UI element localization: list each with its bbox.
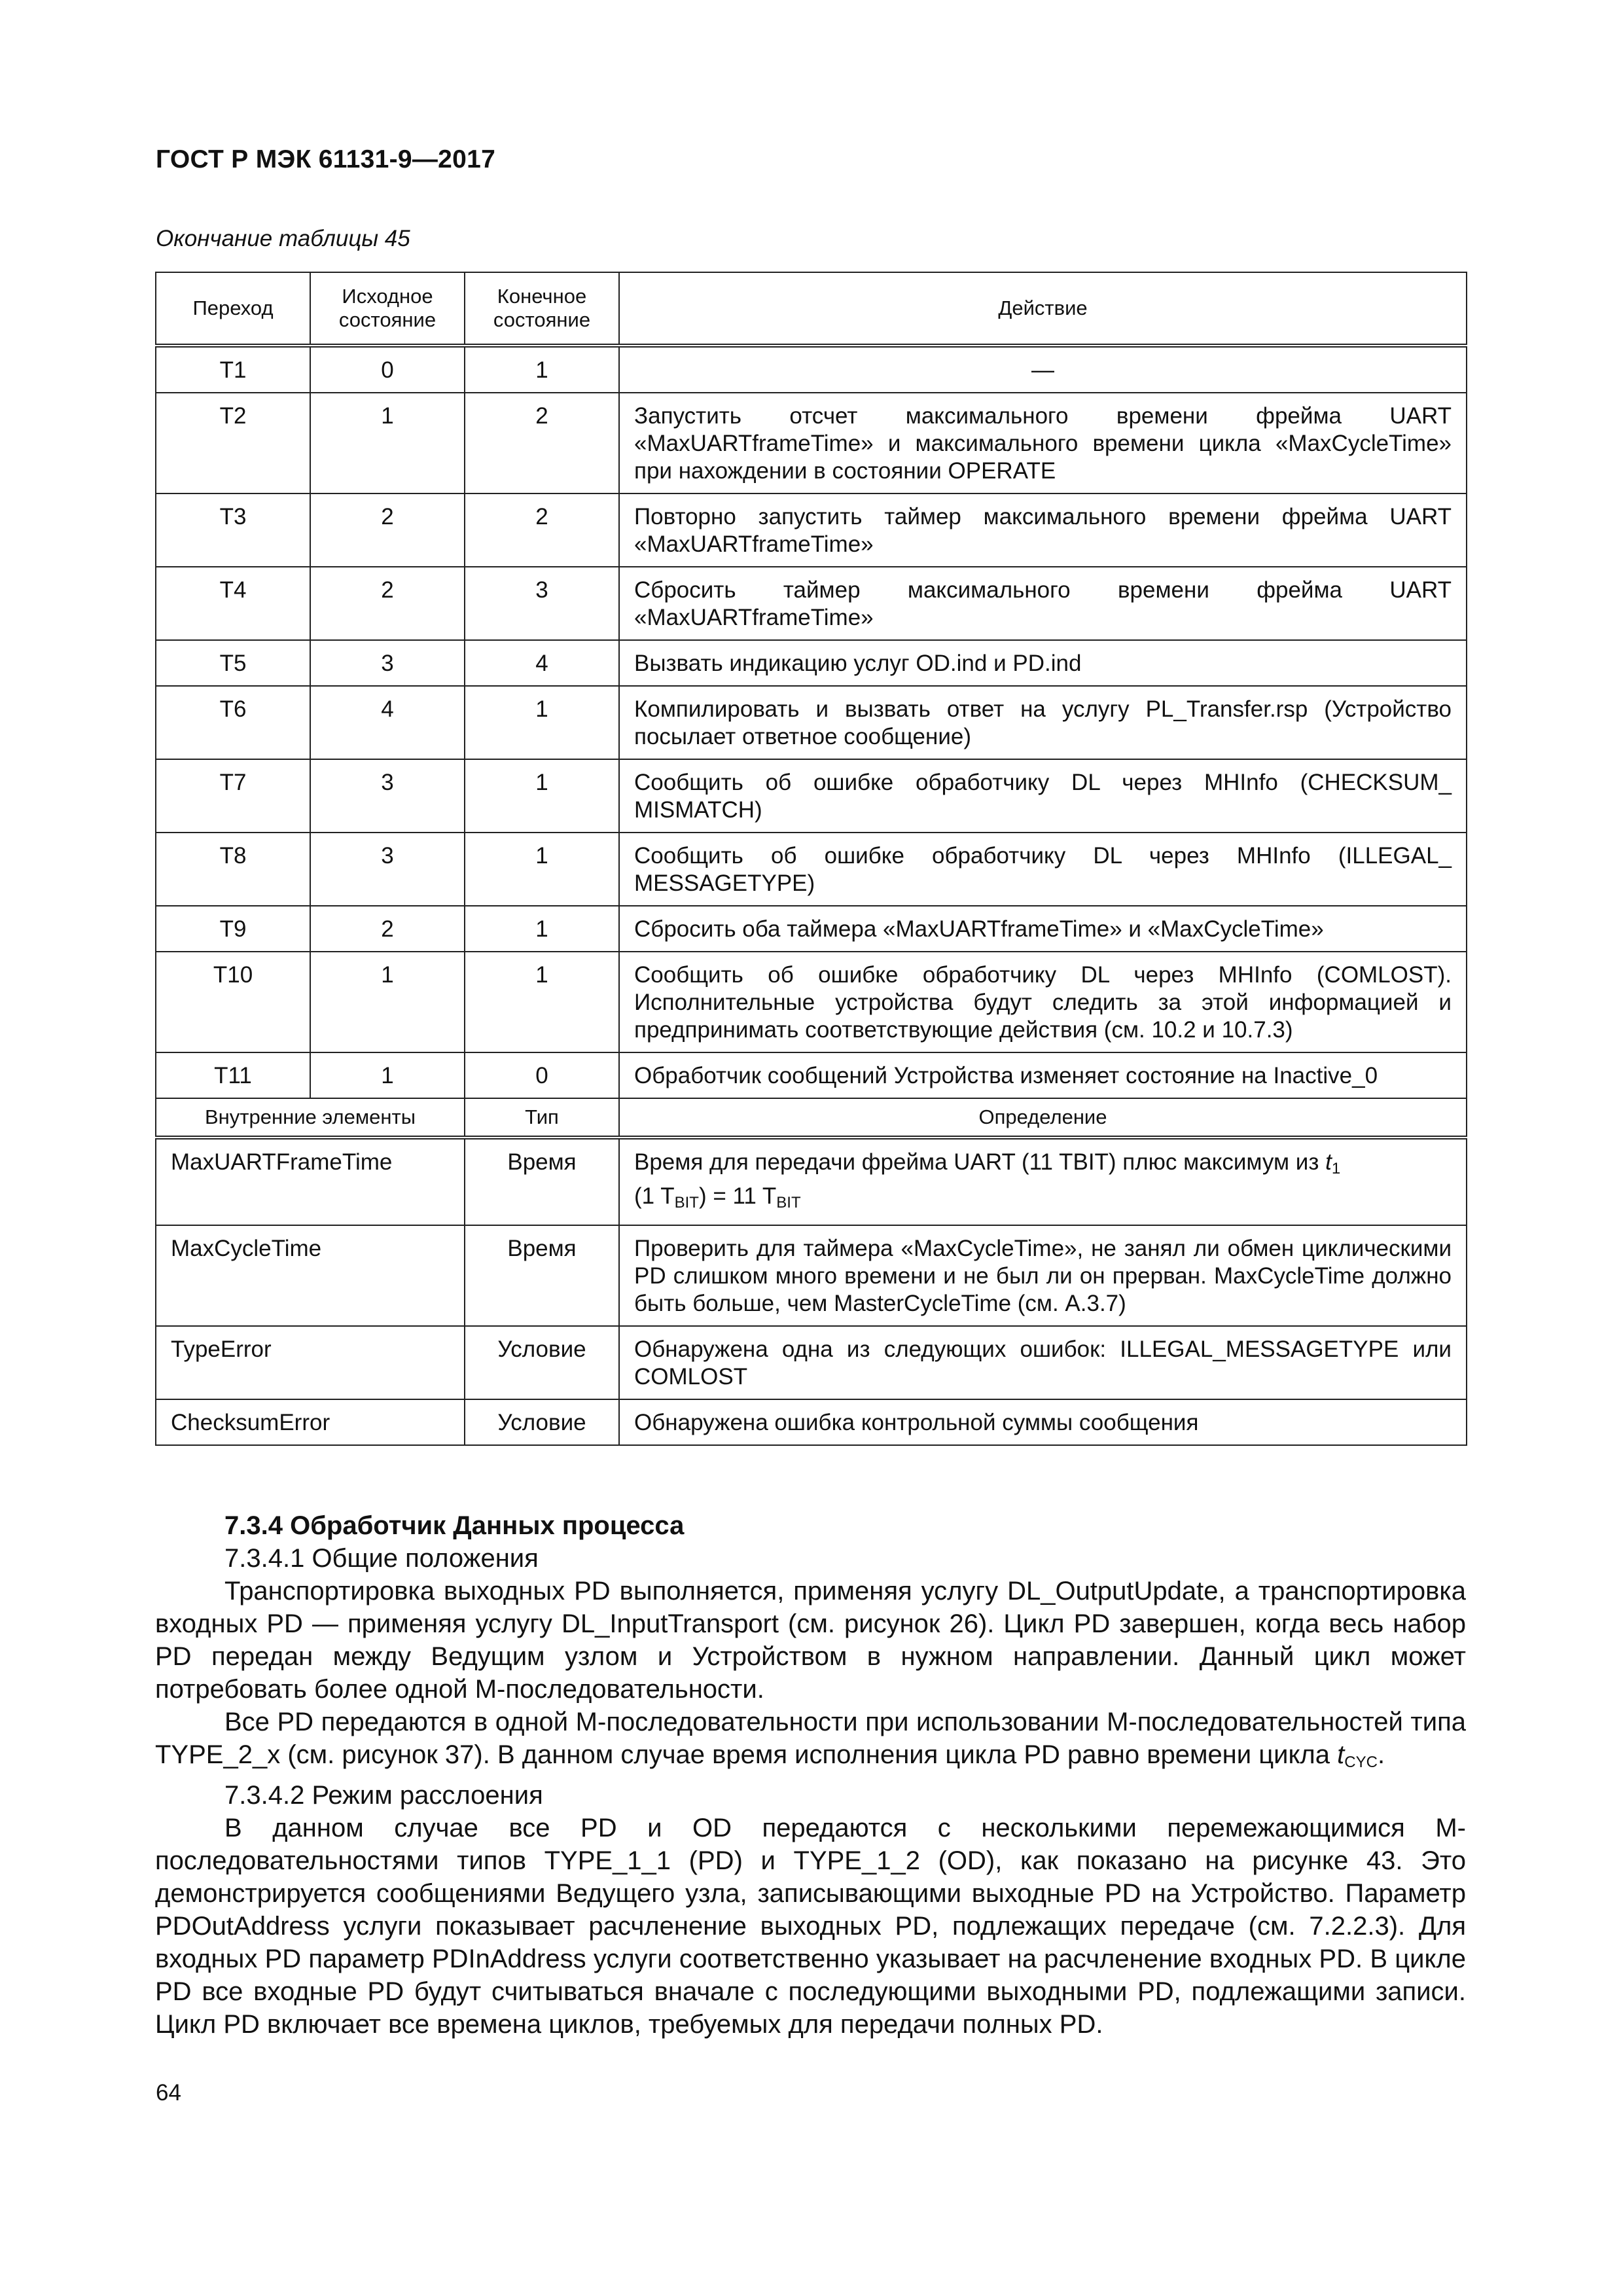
cell-source: 1	[310, 952, 465, 1052]
col-header-source-state: Исходное состояние	[310, 272, 465, 346]
cell-element-type: Условие	[465, 1326, 619, 1399]
cell-source: 1	[310, 1052, 465, 1098]
cell-action: Компилировать и вызвать ответ на услугу PL_Transfer.rsp (Устройство посылает ответное сообщение)	[619, 686, 1467, 759]
cell-element-definition: Обнаружена одна из следующих ошибок: ILLEGAL_MESSAGETYPE или COMLOST	[619, 1326, 1467, 1399]
table-row	[156, 393, 1467, 493]
table-header-row	[156, 272, 1467, 346]
col-header-transition: Переход	[156, 272, 310, 346]
cell-action: Повторно запустить таймер максимального времени фрейма UART «MaxUARTframeTime»	[619, 493, 1467, 567]
cell-target: 1	[465, 759, 619, 833]
table-subheader-row	[156, 1098, 1467, 1138]
table-row	[156, 640, 1467, 686]
table-caption: Окончание таблицы 45	[156, 226, 410, 251]
cell-element-definition	[619, 1138, 1467, 1225]
cell-source: 2	[310, 493, 465, 567]
cell-target: 3	[465, 567, 619, 640]
t-subscript: 1	[1331, 1160, 1341, 1177]
t-symbol: t	[1337, 1740, 1345, 1769]
subsection-heading: 7.3.4.2 Режим расслоения	[224, 1781, 543, 1810]
cell-target: 1	[465, 906, 619, 952]
cell-action: Вызвать индикацию услуг OD.ind и PD.ind	[619, 640, 1467, 686]
cell-transition: T8	[156, 833, 310, 906]
table-row	[156, 1399, 1467, 1445]
table-row	[156, 686, 1467, 759]
cell-element-type: Время	[465, 1225, 619, 1326]
cell-element-name: MaxUARTFrameTime	[156, 1138, 465, 1225]
cell-transition: T7	[156, 759, 310, 833]
document-header: ГОСТ Р МЭК 61131-9—2017	[156, 145, 496, 173]
definition-text: ) = 11 T	[698, 1183, 777, 1209]
cell-target: 2	[465, 493, 619, 567]
cell-transition: T11	[156, 1052, 310, 1098]
body-text	[155, 1509, 1466, 2041]
cell-source: 4	[310, 686, 465, 759]
paragraph: Транспортировка выходных PD выполняется, применяя услугу DL_OutputUpdate, а транспортировка входных PD — применяя услугу DL_InputTransport (см. рисунок 26). Цикл PD завершен, когда весь набор PD передан между Ведущим узлом и Устройством в нужном направлении. Данный цикл может потребовать более одной M-последовательности.	[155, 1577, 1467, 1704]
table-row	[156, 906, 1467, 952]
subsection-heading: 7.3.4.1 Общие положения	[224, 1544, 539, 1573]
cell-action: Сообщить об ошибке обработчику DL через MHInfo (ILLEGAL_ MESSAGETYPE)	[619, 833, 1467, 906]
cell-transition: T1	[156, 346, 310, 393]
paragraph-text: .	[1377, 1740, 1385, 1769]
t-symbol: t	[1325, 1149, 1332, 1175]
cell-action: —	[619, 346, 1467, 393]
definition-text: Время для передачи фрейма UART (11 TBIT) плюс максимум из	[634, 1149, 1326, 1175]
cell-transition: T2	[156, 393, 310, 493]
cell-element-name: TypeError	[156, 1326, 465, 1399]
cell-transition: T4	[156, 567, 310, 640]
cell-action: Обработчик сообщений Устройства изменяет состояние на Inactive_0	[619, 1052, 1467, 1098]
table-row	[156, 346, 1467, 393]
cell-transition: T10	[156, 952, 310, 1052]
section-heading: 7.3.4 Обработчик Данных процесса	[224, 1511, 685, 1540]
table-row	[156, 1326, 1467, 1399]
cell-element-name: ChecksumError	[156, 1399, 465, 1445]
cell-action: Сообщить об ошибке обработчику DL через MHInfo (CHECKSUM_ MISMATCH)	[619, 759, 1467, 833]
col-header-action: Действие	[619, 272, 1467, 346]
cyc-subscript: CYC	[1344, 1753, 1378, 1771]
cell-transition: T9	[156, 906, 310, 952]
table-row	[156, 493, 1467, 567]
paragraph-text: Все PD передаются в одной M-последовательности при использовании M-последовательностей типа TYPE_2_x (см. рисунок 37). В данном случае время исполнения цикла PD равно времени цикла	[155, 1708, 1466, 1769]
table-row	[156, 1138, 1467, 1225]
table-row	[156, 1225, 1467, 1326]
cell-target: 4	[465, 640, 619, 686]
col-header-definition: Определение	[619, 1098, 1467, 1138]
cell-target: 1	[465, 952, 619, 1052]
cell-target: 1	[465, 833, 619, 906]
cell-source: 2	[310, 906, 465, 952]
cell-element-name: MaxCycleTime	[156, 1225, 465, 1326]
table-row	[156, 567, 1467, 640]
cell-element-type: Время	[465, 1138, 619, 1225]
table-row	[156, 1052, 1467, 1098]
cell-action: Сбросить таймер максимального времени фрейма UART «MaxUARTframeTime»	[619, 567, 1467, 640]
cell-target: 0	[465, 1052, 619, 1098]
cell-action: Сбросить оба таймера «MaxUARTframeTime» и «MaxCycleTime»	[619, 906, 1467, 952]
table-row	[156, 759, 1467, 833]
cell-element-definition: Обнаружена ошибка контрольной суммы сообщения	[619, 1399, 1467, 1445]
cell-transition: T6	[156, 686, 310, 759]
cell-source: 1	[310, 393, 465, 493]
col-header-type: Тип	[465, 1098, 619, 1138]
cell-action: Сообщить об ошибке обработчику DL через MHInfo (COMLOST). Исполнительные устройства будут следить за этой информацией и предпринимать соответствующие действия (см. 10.2 и 10.7.3)	[619, 952, 1467, 1052]
cell-source: 3	[310, 759, 465, 833]
paragraph: В данном случае все PD и OD передаются с несколькими перемежающимися M-последовательностями типов TYPE_1_1 (PD) и TYPE_1_2 (OD), как показано на рисунке 43. Это демонстрируется сообщениями Ведущего узла, записывающими выходные PD на Устройство. Параметр PDOutAddress услуги показывает расчленение выходных PD, подлежащих передаче (см. 7.2.2.3). Для входных PD параметр PDInAddress услуги соответственно указывает на расчленение входных PD. В цикле PD все входные PD будут считываться вначале с последующими выходными PD, подлежащими записи. Цикл PD включает все времена циклов, требуемых для передачи полных PD.	[155, 1814, 1466, 2039]
cell-transition: T3	[156, 493, 310, 567]
cell-source: 3	[310, 640, 465, 686]
cell-element-definition: Проверить для таймера «MaxCycleTime», не занял ли обмен циклическими PD слишком много времени и не был ли он прерван. MaxCycleTime должно быть больше, чем MasterCycleTime (см. A.3.7)	[619, 1225, 1467, 1326]
state-transition-table	[155, 272, 1467, 1446]
cell-source: 0	[310, 346, 465, 393]
bit-subscript: BIT	[776, 1194, 801, 1211]
paragraph	[155, 1706, 1466, 1779]
cell-transition: T5	[156, 640, 310, 686]
col-header-target-state: Конечное состояние	[465, 272, 619, 346]
cell-source: 2	[310, 567, 465, 640]
bit-subscript: BIT	[674, 1194, 699, 1211]
cell-target: 1	[465, 686, 619, 759]
cell-element-type: Условие	[465, 1399, 619, 1445]
cell-action: Запустить отсчет максимального времени фрейма UART «MaxUARTframeTime» и максимального времени цикла «MaxCycleTime» при нахождении в состоянии OPERATE	[619, 393, 1467, 493]
page-number: 64	[156, 2080, 181, 2106]
cell-target: 2	[465, 393, 619, 493]
definition-text: (1 T	[634, 1183, 675, 1209]
cell-source: 3	[310, 833, 465, 906]
col-header-internal-elements: Внутренние элементы	[156, 1098, 465, 1138]
cell-target: 1	[465, 346, 619, 393]
table-row	[156, 833, 1467, 906]
table-row	[156, 952, 1467, 1052]
